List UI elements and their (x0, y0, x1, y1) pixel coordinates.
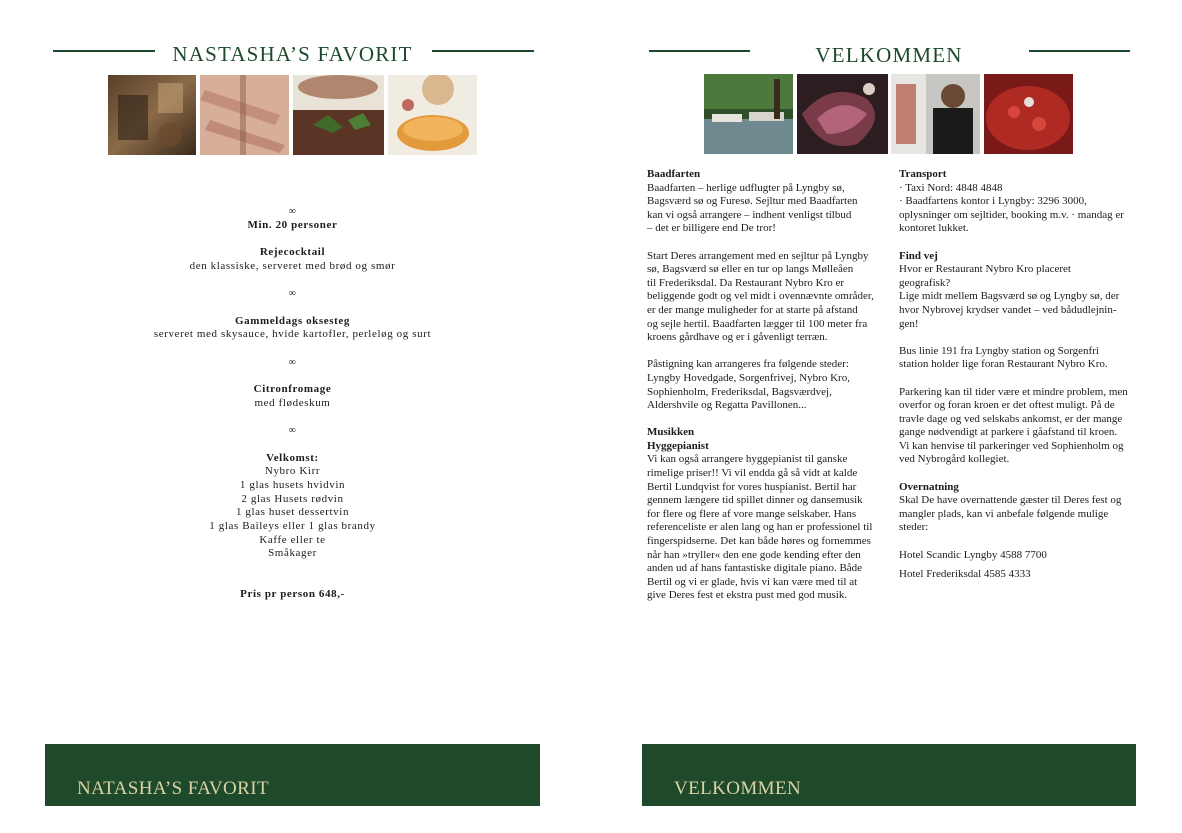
footer-banner (642, 744, 1136, 806)
red-dish-photo (984, 74, 1073, 154)
section-heading: Musikken (647, 426, 695, 439)
paragraph: Vi kan også arrangere hyggepianist til ganske rimelige priser!! Vi vil endda gå så vidt at kalde Bertil Lundqvist for vores huspianist. Bertil har gennem længere tid spillet dinner og dansemusik for flere og flere af vore mange selskaber. Hans referenceliste er alen lang og han er professionel til fingerspidserne. Det kan både høres og fornemmes når han »tryller« den ene gode kending efter den anden ud af hans fantastiske digitale piano. Både Bertil og vi er glade, hvis vi kan være med til at give Deres fest et ekstra pust med god musik. (647, 453, 873, 602)
course-description: den klassiske, serveret med brød og smør (189, 259, 396, 272)
title-rule-left (53, 50, 155, 52)
separator: ∞ (288, 288, 297, 300)
page-title: NASTASHA’S FAVORIT (172, 42, 413, 66)
footer-title: NATASHA’S FAVORIT (77, 778, 269, 799)
hotel-listing: Hotel Frederiksdal 4585 4333 (899, 568, 1031, 581)
footer-banner (45, 744, 540, 806)
course-title: Gammeldags oksesteg (235, 314, 350, 327)
footer-title: VELKOMMEN (674, 778, 802, 799)
welcome-title: Velkomst: (266, 451, 319, 464)
hotel-listing: Hotel Scandic Lyngby 4588 7700 (899, 548, 1047, 561)
left-page (0, 0, 590, 833)
drink-item: 1 glas husets hvidvin (239, 478, 346, 491)
paragraph: Parkering kan til tider være et mindre problem, men overfor og foran kroen er det oftest muligt. På de travle dage og ved selskabs ankomst, er der mange gange nødvendigt at parkere i gåafstand til kroen. Vi kan henvise til parkeringer ved Sophienholm og ved Nybrogård kollegiet. (899, 385, 1128, 466)
food-platter-photo (797, 74, 888, 154)
section-subheading: Hyggepianist (647, 439, 709, 452)
paragraph: Skal De have overnattende gæster til Deres fest og mangler plads, kan vi anbefale følgende mulige steder: (899, 494, 1122, 534)
section-heading: Baadfarten (647, 168, 701, 180)
page-title: VELKOMMEN (815, 43, 963, 67)
section-heading: Find vej (899, 249, 938, 262)
separator: ∞ (288, 356, 297, 368)
chef-kitchen-photo (891, 74, 980, 154)
paragraph: Baadfarten – herlige udflugter på Lyngby sø, Bagsværd sø og Furesø. Sejltur med Baadfarten kan vi også arrangere – indhent venligst tilbud – det er billigere end De tror! (647, 181, 858, 235)
paragraph: Påstigning kan arrangeres fra følgende steder: Lyngby Hovedgade, Sorgenfrivej, Nybro Kro, Sophienholm, Frederiksdal, Bagsværdvej, Aldershvile og Regatta Pavillonen... (647, 358, 850, 412)
title-rule-right (432, 50, 534, 52)
drink-item: Kaffe eller te (259, 533, 326, 546)
paragraph: Hvor er Restaurant Nybro Kro placeret geografisk? Lige midt mellem Bagsværd sø og Lyngby sø, der hvor Nybrovej krydser vandet – ved bådudlejnin- gen! (899, 263, 1120, 330)
paragraph: · Taxi Nord: 4848 4848 · Baadfartens kontor i Lyngby: 3296 3000, oplysninger om sejltider, booking m.v. · mandag er kontoret lukket. (899, 181, 1124, 235)
drink-item: Småkager (268, 547, 317, 560)
course-description: serveret med skysauce, hvide kartofler, perleløg og surt (153, 328, 432, 341)
meat-dish-photo (293, 75, 384, 155)
restaurant-interior-photo (108, 75, 196, 155)
title-rule-left (649, 50, 750, 52)
paragraph: Start Deres arrangement med en sejltur på Lyngby sø, Bagsværd sø eller en tur op langs Mølleåen til Frederiksdal. Da Restaurant Nybro Kro er beliggende godt og vel midt i ovennævnte områder, er der mange muligheder for at starte på afstand og sejle hertil. Baadfarten lægger til 100 meter fra kroens gårdhave og er i gåvenligt terræn. (647, 249, 874, 344)
drink-item: 2 glas Husets rødvin (241, 492, 344, 505)
min-persons: Min. 20 personer (247, 218, 338, 231)
drink-item: 1 glas Baileys eller 1 glas brandy (209, 520, 376, 533)
section-heading: Overnatning (899, 480, 959, 493)
course-title: Rejecocktail (259, 246, 326, 259)
separator: ∞ (288, 206, 297, 217)
drink-item: Nybro Kirr (264, 465, 321, 478)
drink-item: 1 glas huset dessertvin (235, 506, 350, 519)
info-column-left (647, 168, 892, 603)
dessert-photo (388, 75, 477, 155)
section-heading: Transport (899, 168, 947, 180)
price: Pris pr person 648,- (240, 588, 345, 601)
info-column-right (899, 168, 1149, 582)
course-description: med flødeskum (254, 396, 331, 409)
title-rule-right (1029, 50, 1130, 52)
paragraph: Bus linie 191 fra Lyngby station og Sorgenfri station holder lige foran Restaurant Nybro Kro. (899, 344, 1108, 371)
menu-list (40, 205, 545, 602)
separator: ∞ (288, 425, 297, 437)
course-title: Citronfromage (253, 383, 332, 396)
canal-boats-photo (704, 74, 793, 154)
menu-card-photo (200, 75, 289, 155)
right-page (590, 0, 1182, 833)
